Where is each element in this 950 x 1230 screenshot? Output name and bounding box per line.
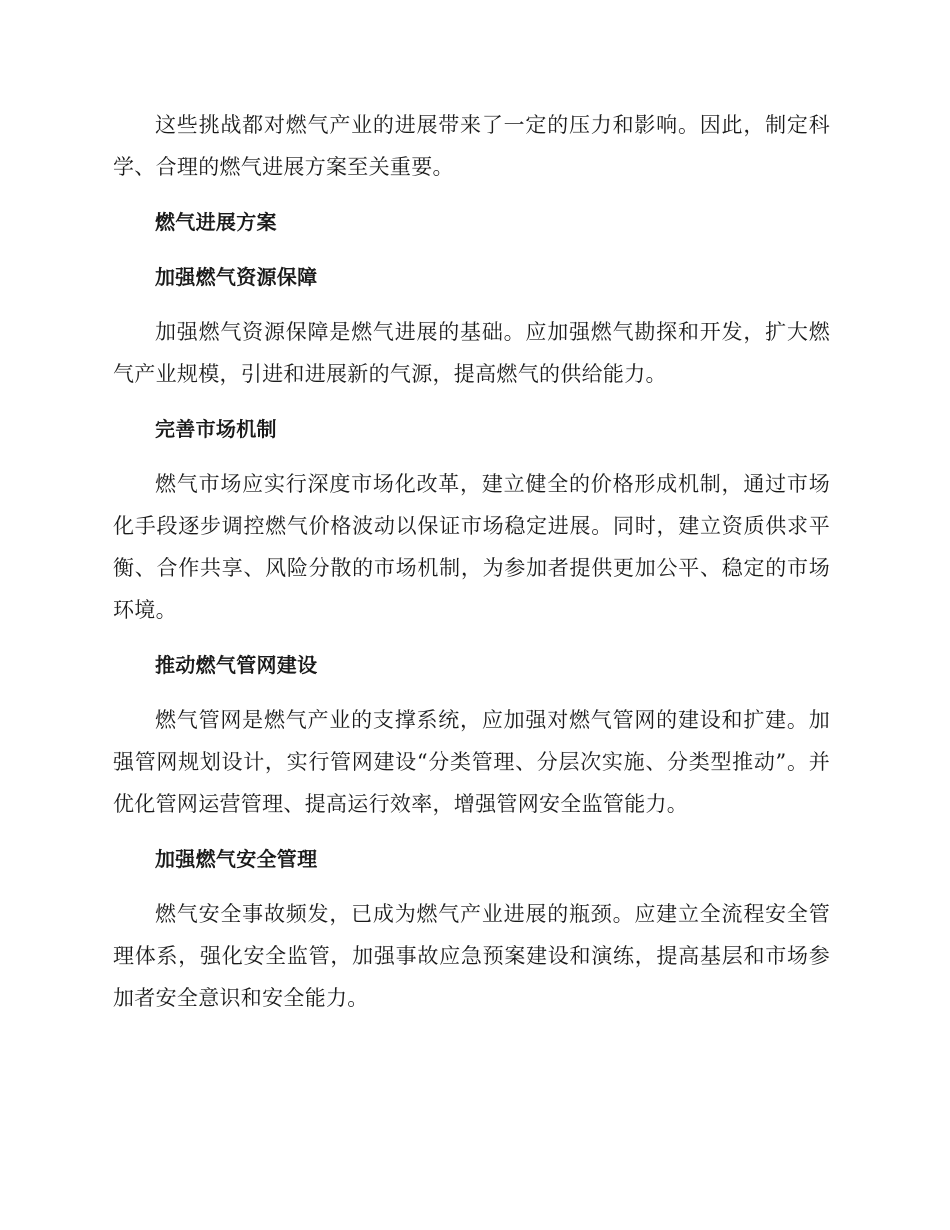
heading-pipeline-construction: 推动燃气管网建设: [155, 653, 318, 677]
section-title: 燃气进展方案: [155, 210, 277, 234]
paragraph-market-mechanism: 燃气市场应实行深度市场化改革，建立健全的价格形成机制，通过市场化手段逐步调控燃气价格波动以保证市场稳定进展。同时，建立资质供求平衡、合作共享、风险分散的市场机制，为参加者提供更加公平、稳定的市场环境。: [113, 472, 830, 622]
paragraph-resource-guarantee: 加强燃气资源保障是燃气进展的基础。应加强燃气勘探和开发，扩大燃气产业规模，引进和进展新的气源，提高燃气的供给能力。: [113, 320, 830, 386]
heading-market-mechanism: 完善市场机制: [155, 417, 277, 441]
intro-paragraph: 这些挑战都对燃气产业的进展带来了一定的压力和影响。因此，制定科学、合理的燃气进展方案至关重要。: [113, 113, 830, 179]
paragraph-pipeline-construction: 燃气管网是燃气产业的支撑系统，应加强对燃气管网的建设和扩建。加强管网规划设计，实行管网建设“分类管理、分层次实施、分类型推动”。并优化管网运营管理、提高运行效率，增强管网安全监管能力。: [113, 708, 830, 816]
heading-resource-guarantee: 加强燃气资源保障: [155, 265, 318, 289]
heading-safety-management: 加强燃气安全管理: [155, 847, 318, 871]
paragraph-safety-management: 燃气安全事故频发，已成为燃气产业进展的瓶颈。应建立全流程安全管理体系，强化安全监管，加强事故应急预案建设和演练，提高基层和市场参加者安全意识和安全能力。: [113, 902, 830, 1010]
document-page: [113, 104, 830, 1019]
